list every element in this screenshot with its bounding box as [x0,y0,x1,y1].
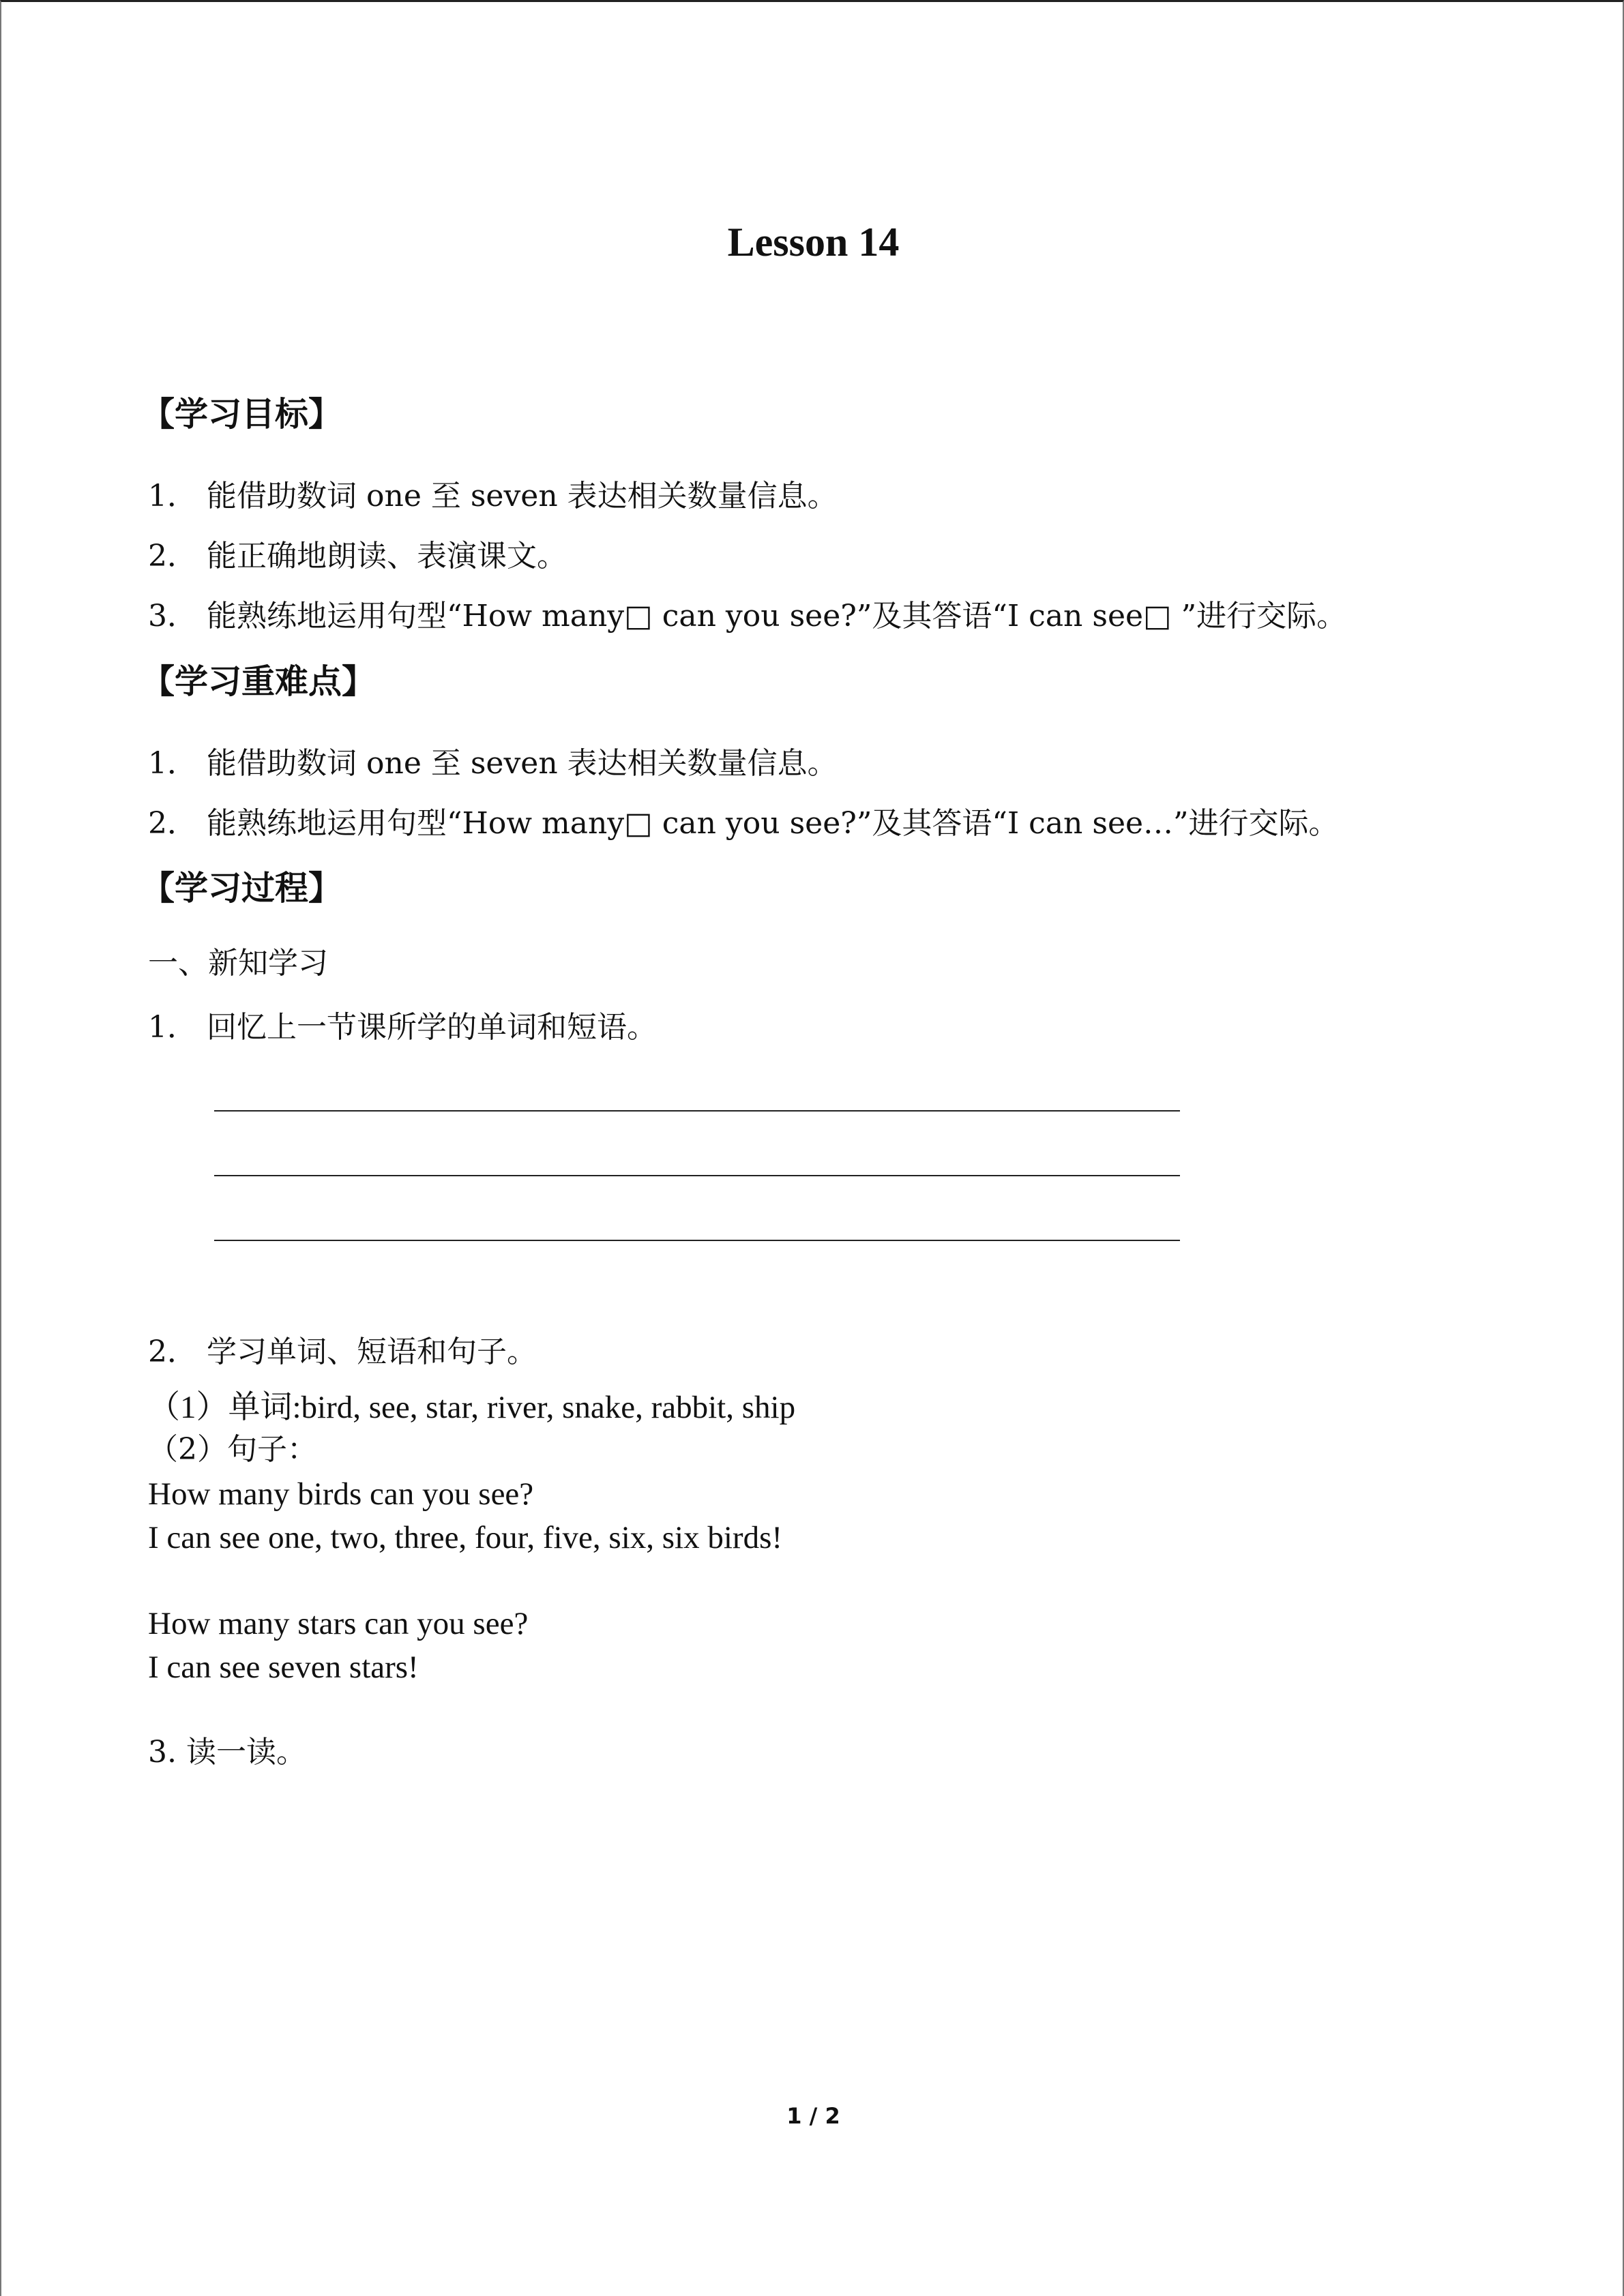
step-number: 1． [148,1010,197,1045]
goal-item-number: 2． [148,539,197,573]
dialogue-line: How many birds can you see? [148,1476,534,1512]
dialogue-line: How many stars can you see? [148,1606,529,1641]
sentences-label: （2）句子： [148,1432,317,1467]
section-heading-goals: 【学习目标】 [141,395,342,434]
key-point-item-number: 2． [148,806,197,841]
dialogue-line: I can see one, two, three, four, five, six, six birds! [148,1520,783,1555]
step-text: 回忆上一节课所学的单词和短语。 [207,1010,657,1045]
key-point-item-text: 能借助数词 one 至 seven 表达相关数量信息。 [207,746,838,781]
page-number: 1 / 2 [786,2103,840,2129]
answer-blank-line[interactable] [214,1240,1180,1241]
answer-blank-line[interactable] [214,1175,1180,1176]
key-point-item-number: 1． [148,746,197,781]
step-recall [148,1007,657,1048]
step-number: 2． [148,1335,197,1369]
goal-item-number: 3． [148,599,197,633]
goal-item [148,476,838,517]
part-one-label: 一、新知学习 [148,946,328,981]
vocabulary-line: （1）单词:bird, see, star, river, snake, rabbit, ship [148,1390,796,1425]
goal-item-text: 能借助数词 one 至 seven 表达相关数量信息。 [207,479,838,513]
section-heading-process: 【学习过程】 [141,869,342,908]
step-learn [148,1332,537,1373]
goal-item-number: 1． [148,479,197,513]
goal-item-text: 能熟练地运用句型“How many□ can you see?”及其答语“I can see□ ”进行交际。 [207,599,1347,633]
page-title: Lesson 14 [727,220,900,265]
key-point-item [148,743,838,784]
answer-blank-line[interactable] [214,1110,1180,1112]
dialogue-line: I can see seven stars! [148,1650,419,1685]
key-point-item [148,803,1339,844]
goal-item [148,596,1346,637]
key-point-item-text: 能熟练地运用句型“How many□ can you see?”及其答语“I can see…”进行交际。 [207,806,1339,841]
step-text: 学习单词、短语和句子。 [207,1335,537,1369]
goal-item-text: 能正确地朗读、表演课文。 [207,539,567,573]
step-read: 3. 读一读。 [148,1735,306,1770]
section-heading-key-points: 【学习重难点】 [141,662,376,701]
goal-item [148,536,567,577]
